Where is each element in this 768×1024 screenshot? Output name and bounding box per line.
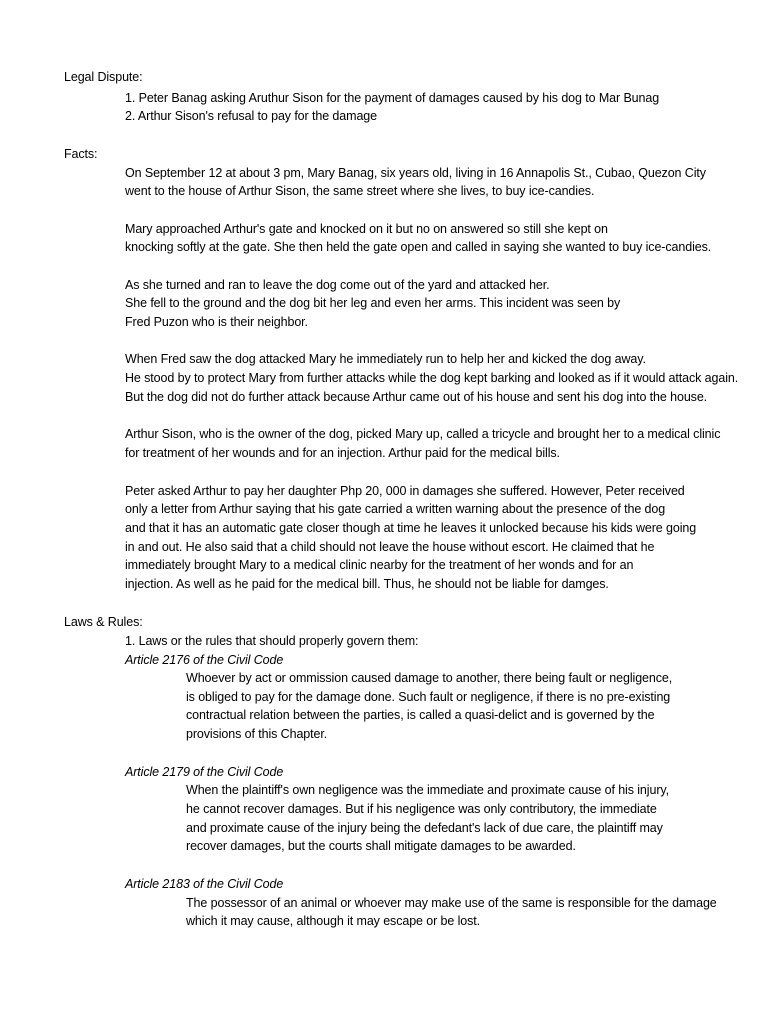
article-line: When the plaintiff's own negligence was the immediate and proximate cause of his injury, [186, 783, 669, 797]
article-line: Whoever by act or ommission caused damage to another, there being fault or negligence, [186, 671, 673, 685]
article-line: which it may cause, although it may escape or be lost. [186, 914, 481, 928]
facts-line: immediately brought Mary to a medical clinic nearby for the treatment of her wonds and for an [125, 558, 634, 572]
facts-line: knocking softly at the gate. She then held the gate open and called in saying she wanted to buy ice-candies. [125, 240, 712, 254]
facts-line: Fred Puzon who is their neighbor. [125, 315, 308, 329]
facts-line: Arthur Sison, who is the owner of the dog, picked Mary up, called a tricycle and brought her to a medical clinic [125, 427, 721, 441]
facts-line: Mary approached Arthur's gate and knocked on it but no on answered so still she kept on [125, 222, 608, 236]
legal-dispute-heading: Legal Dispute: [64, 70, 143, 84]
article-line: is obliged to pay for the damage done. Such fault or negligence, if there is no pre-existing [186, 690, 671, 704]
article-line: and proximate cause of the injury being the defedant's lack of due care, the plaintiff may [186, 821, 663, 835]
article-line: he cannot recover damages. But if his negligence was only contributory, the immediate [186, 802, 657, 816]
facts-heading: Facts: [64, 147, 98, 161]
facts-line: He stood by to protect Mary from further attacks while the dog kept barking and looked as if it would attack again. [125, 371, 739, 385]
facts-line: Peter asked Arthur to pay her daughter Php 20, 000 in damages she suffered. However, Peter received [125, 484, 685, 498]
facts-line: When Fred saw the dog attacked Mary he immediately run to help her and kicked the dog away. [125, 352, 646, 366]
laws-subheading: 1. Laws or the rules that should properly govern them: [125, 634, 419, 648]
article-line: recover damages, but the courts shall mitigate damages to be awarded. [186, 839, 576, 853]
facts-line: injection. As well as he paid for the medical bill. Thus, he should not be liable for damges. [125, 577, 609, 591]
article-title: Article 2176 of the Civil Code [125, 653, 284, 667]
facts-line: in and out. He also said that a child should not leave the house without escort. He claimed that he [125, 540, 655, 554]
facts-line: As she turned and ran to leave the dog come out of the yard and attacked her. [125, 278, 550, 292]
legal-dispute-item: 1. Peter Banag asking Aruthur Sison for the payment of damages caused by his dog to Mar Bunag [125, 91, 660, 105]
article-title: Article 2183 of the Civil Code [125, 877, 284, 891]
facts-line: only a letter from Arthur saying that his gate carried a written warning about the presence of the dog [125, 502, 666, 516]
facts-line: and that it has an automatic gate closer though at time he leaves it unlocked because his kids were going [125, 521, 697, 535]
article-title: Article 2179 of the Civil Code [125, 765, 284, 779]
facts-line: for treatment of her wounds and for an injection. Arthur paid for the medical bills. [125, 446, 560, 460]
legal-dispute-item: 2. Arthur Sison's refusal to pay for the damage [125, 109, 377, 123]
article-line: contractual relation between the parties, is called a quasi-delict and is governed by the [186, 708, 655, 722]
facts-line: On September 12 at about 3 pm, Mary Banag, six years old, living in 16 Annapolis St., Cubao, Quezon City [125, 166, 706, 180]
article-line: provisions of this Chapter. [186, 727, 328, 741]
facts-line: But the dog did not do further attack because Arthur came out of his house and sent his dog into the house. [125, 390, 708, 404]
article-line: The possessor of an animal or whoever may make use of the same is responsible for the damage [186, 896, 717, 910]
laws-heading: Laws & Rules: [64, 615, 143, 629]
facts-line: went to the house of Arthur Sison, the same street where she lives, to buy ice-candies. [125, 184, 595, 198]
facts-line: She fell to the ground and the dog bit her leg and even her arms. This incident was seen by [125, 296, 621, 310]
